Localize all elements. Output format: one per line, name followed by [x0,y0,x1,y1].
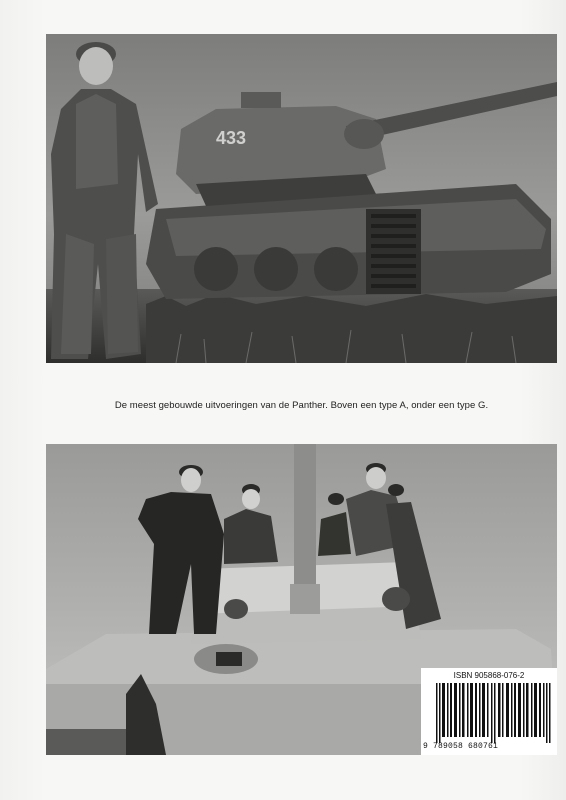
isbn-text: ISBN 905868-076-2 [453,671,525,680]
photo-caption: De meest gebouwde uitvoeringen van de Panther. Boven een type A, onder een type G. [114,400,489,411]
barcode-label [421,668,557,755]
ean-digits: 9 789058 680761 [423,742,499,751]
turret-number: 433 [216,128,247,148]
barcode-bars [436,683,551,743]
photo-panther-type-a [46,34,557,363]
